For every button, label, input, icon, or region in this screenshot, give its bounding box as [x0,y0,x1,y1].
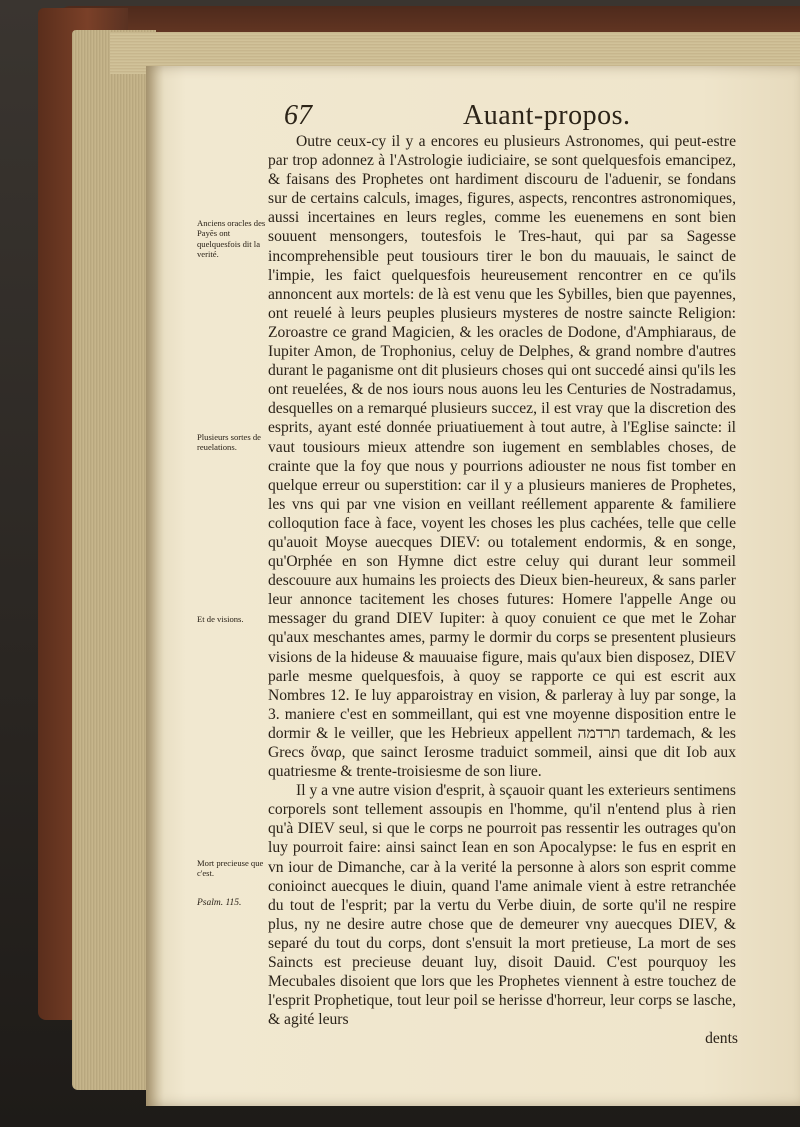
paragraph: Outre ceux-cy il y a encores eu plusieurs Astronomes, qui peut-estre par trop adonnez à l'Astrologie iudiciaire, se sont quelquesfois emancipez, & faisans des Prophetes ont hardiment discouru de l'aduenir, se fondans sur de certains calculs, images, figures, aspects, rencontres astronomiques, aussi incertaines en leurs regles, comme les euenemens en sont bien souuent mensongers, toutesfois le Tres-haut, qui par sa Sagesse incomprehensible peut tousiours tirer le bon du mauuais, le sainct de l'impie, les faict quelquesfois heureusement rencontrer en ce qu'ils annoncent aux mortels: de là est venu que les Sybilles, bien que payennes, ont reuelé à leurs peuples plusieurs mysteres de nostre saincte Religion: Zoroastre ce grand Magicien, & les oracles de Dodone, d'Amphiaraus, de Iupiter Amon, de Trophonius, celuy de Delphes, & grand nombre d'autres durant le paganisme ont dit plusieurs choses qui ont succedé ainsi qu'ils les ont reuelées, & de nos iours nous auons leu les Centuries de Nostradamus, desquelles on a remarqué plusieurs succez, il est vray que la discretion des esprits, ayant esté donnée priuatiuement à tout autre, à l'Eglise saincte: il vaut tousiours mieux attendre son iugement en semblables choses, de crainte que la foy que nous y pourrions adiouster ne nous fist tomber en quelque erreur ou superstition: car il y a plusieurs manieres de Prophetes, les vns qui par vne vision en veillant reéllement apparente & familiere colloqution face à face, voyent les choses les plus cachées, telle que celle qu'auoit Moyse auecques DIEV: ou totalement endormis, & en songe, qu'Orphée en son Hymne dict estre celuy qui durant leur sommeil descouure aux humains les proiects des Dieux bien-heureux, & sans parler leur annonce tacitement les choses futures: Homere l'appelle Ange ou messager du grand DIEV Iupiter: à quoy conuient ce que met le Zohar qu'aux meschantes ames, parmy le dormir du corps se presentent plusieurs visions de la hideuse & mauuaise figure, mais qu'aux bien disposez, DIEV parle mesme quelquesfois, à quoy se rapporte ce qui est escrit aux Nombres 12. Ie luy apparoistray en vision, & parleray à luy par songe, la 3. maniere c'est en sommeillant, qui est vne moyenne disposition entre le dormir & le veiller, que les Hebrieux appellent תרדמה tardemach, & les Grecs ὄναρ, que sainct Ierosme traduict sommeil, ainsi que dit Iob aux quatriesme & trente-troisiesme de son liure. [268,133,736,781]
marginal-note-mort-precieuse: Mort precieuse que c'est. [197,858,264,879]
body-text [268,132,736,1049]
marginal-note-psalm: Psalm. 115. [197,898,242,908]
page-number: 67 [284,100,312,131]
page-block-edge [72,30,156,1090]
marginal-note-revelations: Plusieurs sortes de reuelations. [197,432,261,453]
running-title: Auant-propos. [463,100,631,131]
marginal-note-visions: Et de visions. [197,614,244,624]
catchword: dents [705,1030,738,1048]
paragraph: Il y a vne autre vision d'esprit, à sçauoir quant les exterieurs sentimens corporels sont tellement assoupis en l'homme, qu'il n'entend plus à rien qu'à DIEV seul, si que le corps ne pourroit pas ressentir les outrages qu'on luy pourroit faire: ainsi sainct Iean en son Apocalypse: le fus en esprit en vn iour de Dimanche, car à la verité la personne à alors son esprit comme conioinct auecques le diuin, quand l'ame animale vient à estre retranchée du tout de l'esprit; par la vertu du Verbe diuin, de sorte qu'il ne respire plus, ny ne desire autre chose que de demeurer vny auecques DIEV, & separé du tout du corps, dont s'ensuit la mort pretieuse, La mort de ses Saincts est precieuse deuant luy, disoit Dauid. C'est pourquoy les Mecubales disoient que lors que les Prophetes viennent à estre touchez de l'esprit Prophetique, tout leur poil se herisse d'horreur, leur corps se lasche, & agité leurs [268,782,736,1029]
marginal-note-oracles: Anciens oracles des Payẽs ont quelquesfois dit la verité. [197,218,266,260]
